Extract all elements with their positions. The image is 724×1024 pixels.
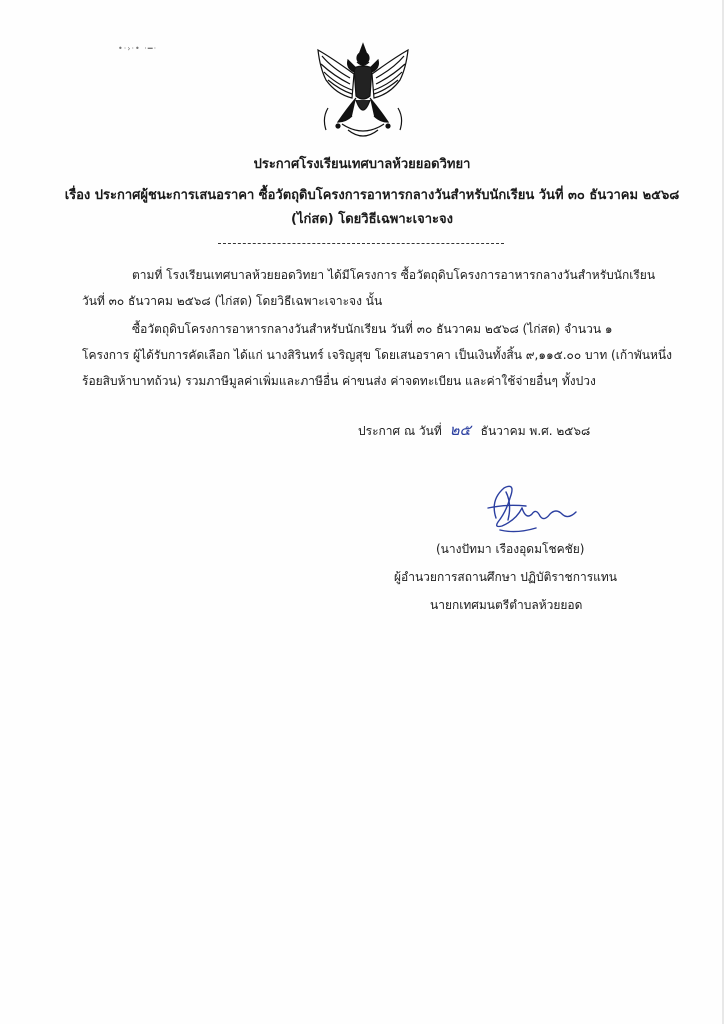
handwritten-day: ๒๕ [449,421,471,439]
announcement-date [358,418,590,443]
scan-mark: •·›·• ·━· [118,44,158,53]
announcement-suffix: ธันวาคม พ.ศ. ๒๕๖๘ [480,424,591,438]
announcement-prefix: ประกาศ ณ วันที่ [358,424,442,438]
paragraph-2-line-3: ร้อยสิบห้าบาทถ้วน) รวมภาษีมูลค่าเพิ่มและภาษีอื่น ค่าขนส่ง ค่าจดทะเบียน และค่าใช้จ่ายอื่นๆ ทั้งปวง [82,374,596,388]
garuda-emblem-icon [312,38,414,144]
dashed-divider [218,243,504,244]
signatory-position-1: ผู้อำนวยการสถานศึกษา ปฏิบัติราชการแทน [394,570,617,584]
paragraph-2-line-2: โครงการ ผู้ได้รับการคัดเลือก ได้แก่ นางสิรินทร์ เจริญสุข โดยเสนอราคา เป็นเงินทั้งสิ้น ๙,๑๑๕.๐๐ บาท (เก้าพันหนึ่ง [82,348,672,362]
handwritten-signature [476,478,586,538]
page-title: ประกาศโรงเรียนเทศบาลห้วยยอดวิทยา [253,157,471,172]
subject-heading [62,184,682,232]
signatory-position-2: นายกเทศมนตรีตำบลห้วยยอด [430,598,583,612]
paragraph-1-line-2: วันที่ ๓๐ ธันวาคม ๒๕๖๘ (ไก่สด) โดยวิธีเฉพาะเจาะจง นั้น [82,294,383,308]
paragraph-2-line-1: ซื้อวัตถุดิบโครงการอาหารกลางวันสำหรับนักเรียน วันที่ ๓๐ ธันวาคม ๒๕๖๘ (ไก่สด) จำนวน ๑ [132,322,613,336]
subject-line-2: (ไก่สด) โดยวิธีเฉพาะเจาะจง [291,212,453,227]
paragraph-1-line-1: ตามที่ โรงเรียนเทศบาลห้วยยอดวิทยา ได้มีโครงการ ซื้อวัตถุดิบโครงการอาหารกลางวันสำหรับนักเรียน [132,268,656,282]
subject-line-1: เรื่อง ประกาศผู้ชนะการเสนอราคา ซื้อวัตถุดิบโครงการอาหารกลางวันสำหรับนักเรียน วันที่ ๓๐ ธันวาคม ๒๕๖๘ [64,188,680,203]
signatory-name: (นางปัทมา เรืองอุดมโชคชัย) [436,542,585,556]
